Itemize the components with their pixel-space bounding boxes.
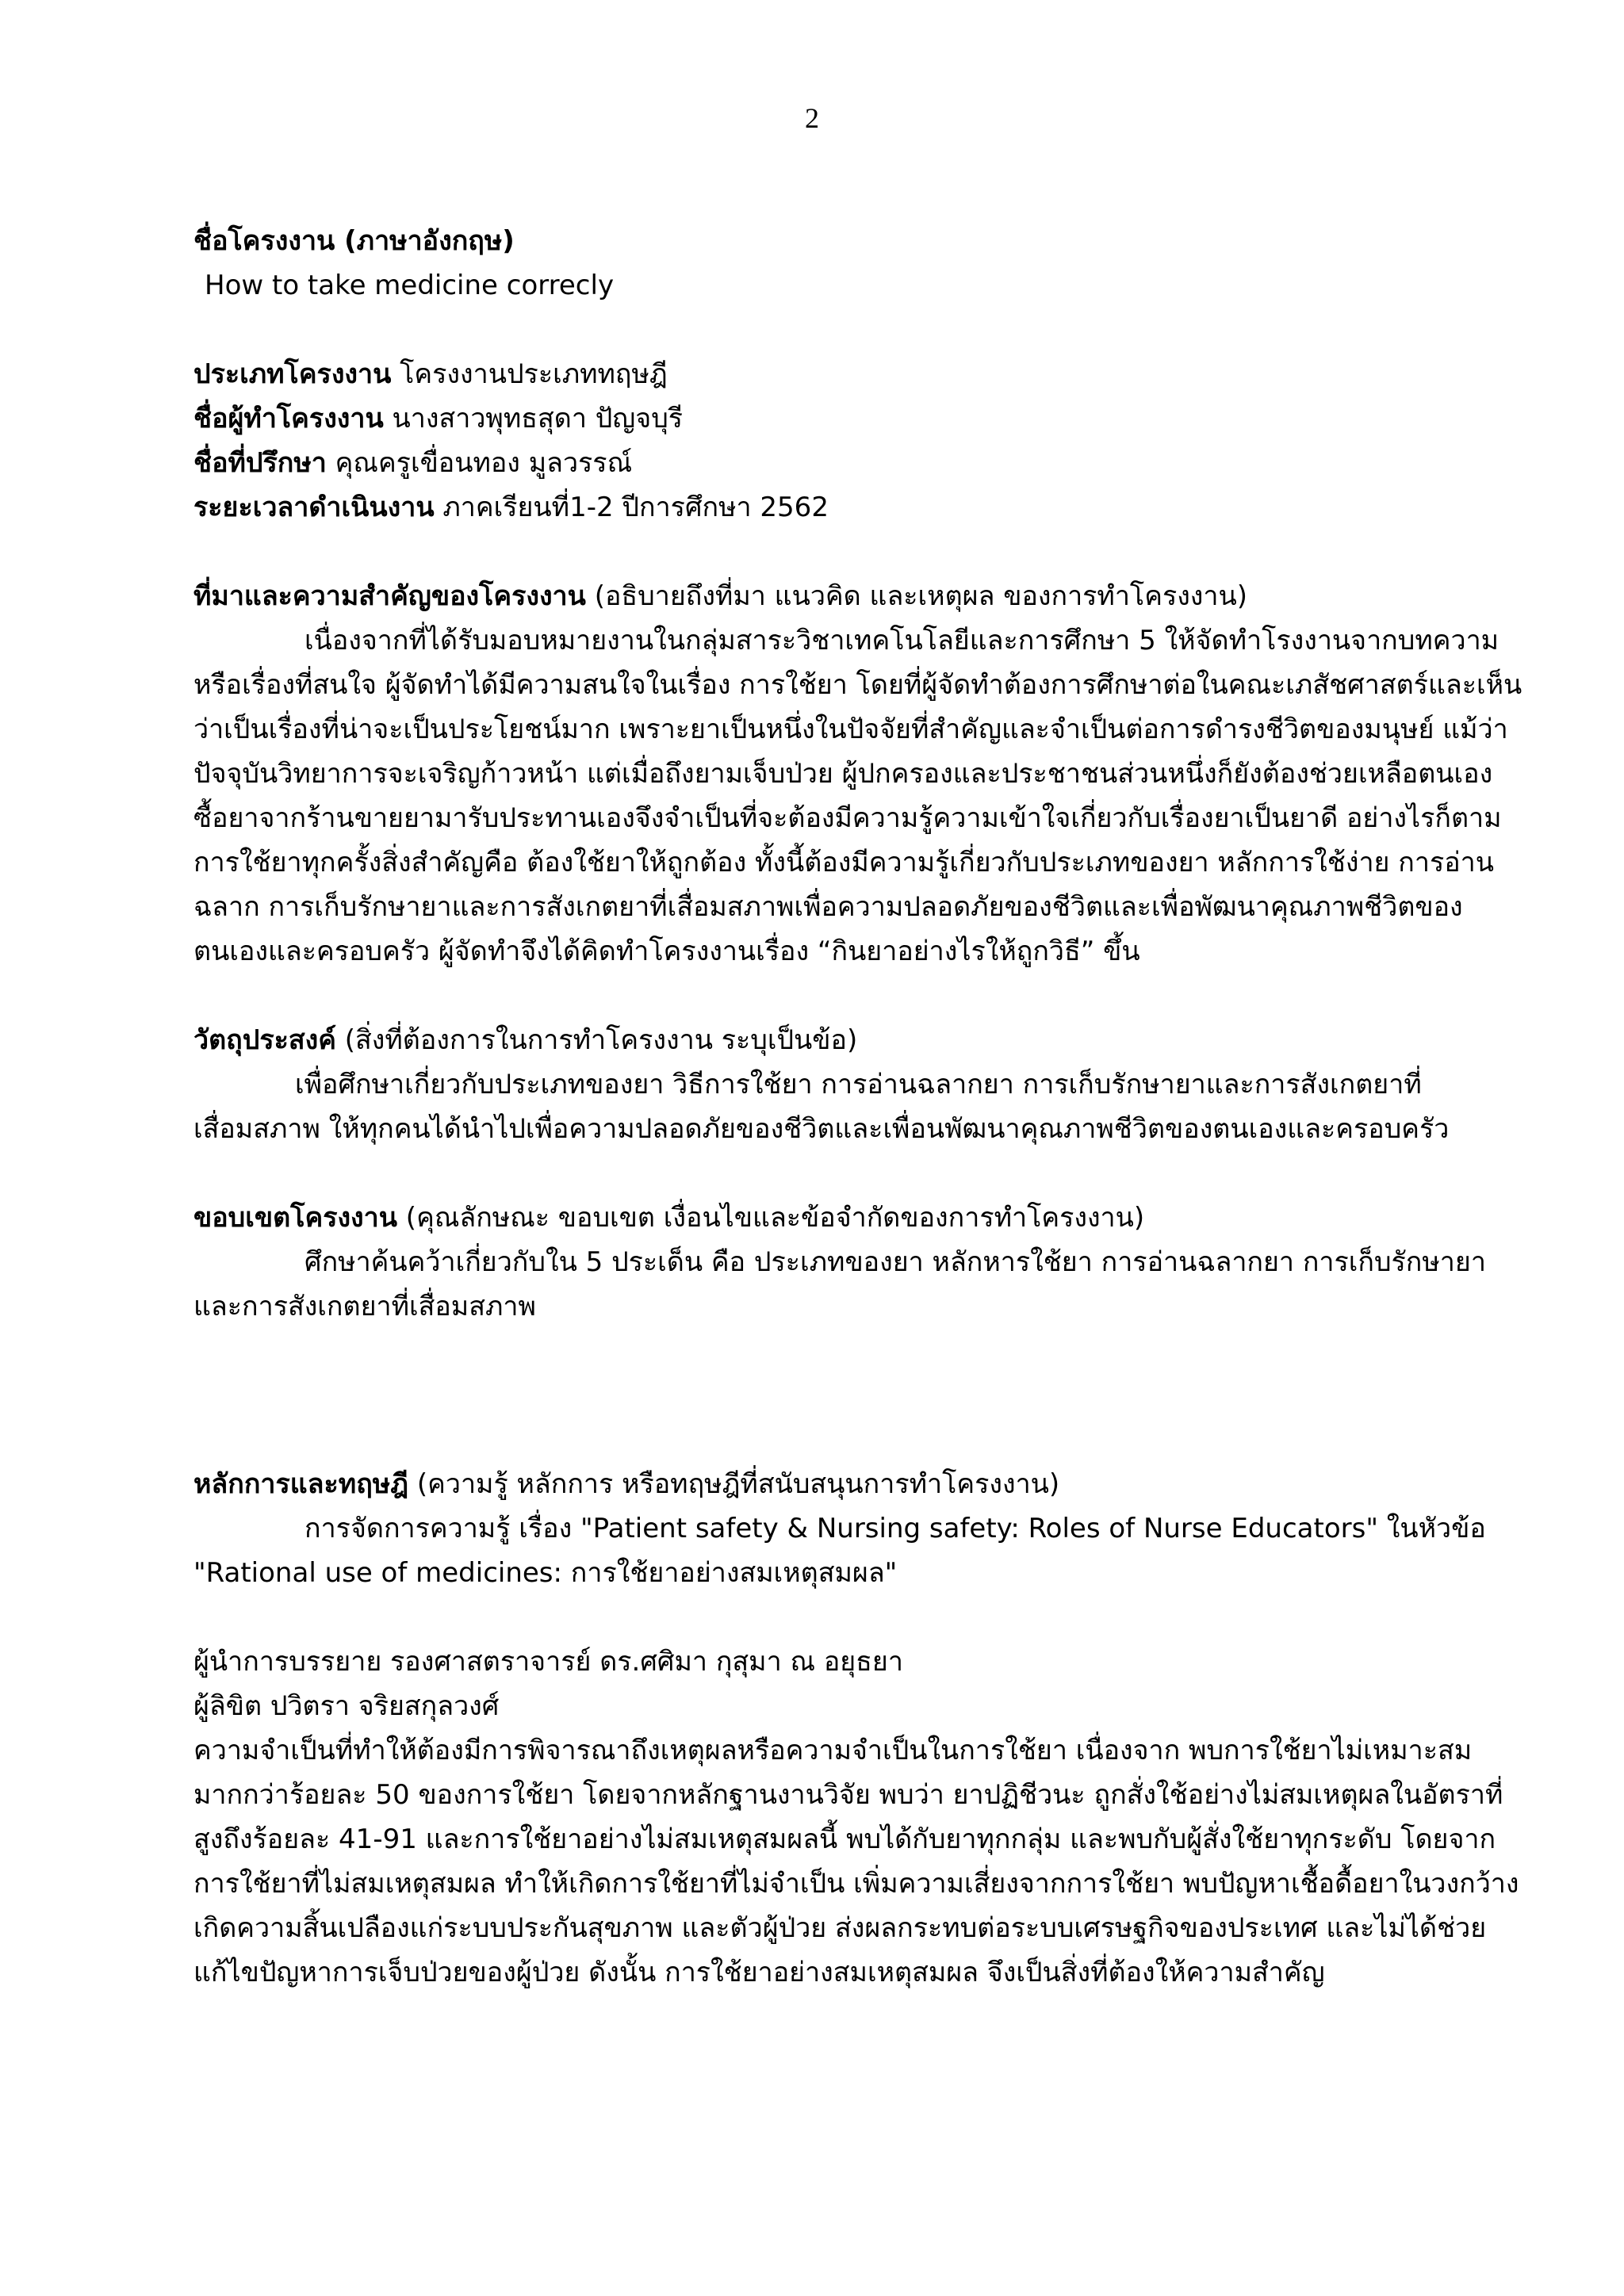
lecture-line: การใช้ยาที่ไม่สมเหตุสมผล ทำให้เกิดการใช้ยาที่ไม่จำเป็น เพิ่มความเสี่ยงจากการใช้ยา พบปัญหาเชื้อดื้อยาในวงกว้าง — [193, 1868, 1519, 1900]
background-heading-note: (อธิบายถึงที่มา แนวคิด และเหตุผล ของการทำโครงงาน) — [585, 580, 1248, 612]
scope-heading: ขอบเขตโครงงาน — [193, 1202, 397, 1234]
background-line: การใช้ยาทุกครั้งสิ่งสำคัญคือ ต้องใช้ยาให้ถูกต้อง ทั้งนี้ต้องมีความรู้เกี่ยวกับประเภทของยา หลักการใช้ง่าย การอ่าน — [193, 847, 1494, 878]
project-type-row — [193, 352, 1502, 396]
duration-row — [193, 485, 1502, 530]
lecture-line: สูงถึงร้อยละ 41-91 และการใช้ยาอย่างไม่สมเหตุสมผลนี้ พบได้กับยาทุกกลุ่ม และพบกับผู้สั่งใช้ยาทุกระดับ โดยจาก — [193, 1823, 1496, 1855]
lecture-line: ผู้ลิขิต ปวิตรา จริยสกุลวงศ์ — [193, 1690, 500, 1722]
title-en-heading: ชื่อโครงงาน (ภาษาอังกฤษ) — [193, 225, 515, 257]
page-number: 2 — [805, 102, 819, 134]
lecture-line: แก้ไขปัญหาการเจ็บป่วยของผู้ป่วย ดังนั้น การใช้ยาอย่างสมเหตุสมผล จึงเป็นสิ่งที่ต้องให้ความสำคัญ — [193, 1957, 1325, 1988]
background-line: ตนเองและครอบครัว ผู้จัดทำจึงได้คิดทำโครงงานเรื่อง “กินยาอย่างไรให้ถูกวิธี” ขึ้น — [193, 936, 1140, 967]
title-en-value: How to take medicine correcly — [205, 270, 615, 301]
background-line: ซื้อยาจากร้านขายยามารับประทานเองจึงจำเป็นที่จะต้องมีความรู้ความเข้าใจเกี่ยวกับเรื่องยาเป็นยาดี อย่างไรก็ตาม — [193, 802, 1502, 834]
objective-heading-row — [193, 1018, 1502, 1062]
background-heading: ที่มาและความสำคัญของโครงงาน — [193, 580, 586, 612]
duration-label: ระยะเวลาดำเนินงาน — [193, 492, 435, 523]
scope-line: ศึกษาค้นคว้าเกี่ยวกับใน 5 ประเด็น คือ ประเภทของยา หลักหารใช้ยา การอ่านฉลากยา การเก็บรักษายา — [304, 1246, 1486, 1278]
background-line: หรือเรื่องที่สนใจ ผู้จัดทำได้มีความสนใจในเรื่อง การใช้ยา โดยที่ผู้จัดทำต้องการศึกษาต่อในคณะเภสัชศาสตร์และเห็น — [193, 669, 1522, 701]
project-type-label: ประเภทโครงงาน — [193, 358, 392, 390]
scope-heading-note: (คุณลักษณะ ขอบเขต เงื่อนไขและข้อจำกัดของการทำโครงงาน) — [397, 1202, 1145, 1234]
background-line: เนื่องจากที่ได้รับมอบหมายงานในกลุ่มสาระวิชาเทคโนโลยีและการศึกษา 5 ให้จัดทำโรงงานจากบทความ — [304, 625, 1500, 656]
objective-heading-note: (สิ่งที่ต้องการในการทำโครงงาน ระบุเป็นข้อ) — [335, 1024, 858, 1056]
background-heading-row — [193, 574, 1502, 618]
lecture-line: ความจำเป็นที่ทำให้ต้องมีการพิจารณาถึงเหตุผลหรือความจำเป็นในการใช้ยา เนื่องจาก พบการใช้ยาไม่เหมาะสม — [193, 1735, 1473, 1766]
scope-line: และการสังเกตยาที่เสื่อมสภาพ — [193, 1291, 536, 1322]
duration-value: ภาคเรียนที่1-2 ปีการศึกษา 2562 — [434, 492, 829, 523]
theory-heading-note: (ความรู้ หลักการ หรือทฤษฎีที่สนับสนุนการทำโครงงาน) — [408, 1468, 1060, 1500]
advisor-label: ชื่อที่ปรึกษา — [193, 447, 327, 479]
author-value: นางสาวพุทธสุดา ปัญจบุรี — [383, 403, 684, 434]
objective-line: เพื่อศึกษาเกี่ยวกับประเภทของยา วิธีการใช้ยา การอ่านฉลากยา การเก็บรักษายาและการสังเกตยาที่ — [295, 1069, 1422, 1100]
scope-heading-row — [193, 1196, 1502, 1240]
theory-line: การจัดการความรู้ เรื่อง "Patient safety & Nursing safety: Roles of Nurse Educators" ในหัวข้อ — [304, 1513, 1486, 1544]
background-line: ฉลาก การเก็บรักษายาและการสังเกตยาที่เสื่อมสภาพเพื่อความปลอดภัยของชีวิตและเพื่อพัฒนาคุณภาพชีวิตของ — [193, 891, 1463, 923]
background-line: ว่าเป็นเรื่องที่น่าจะเป็นประโยชน์มาก เพราะยาเป็นหนึ่งในปัจจัยที่สำคัญและจำเป็นต่อการดำรงชีวิตของมนุษย์ แม้ว่า — [193, 714, 1508, 745]
theory-heading-row — [193, 1462, 1502, 1506]
objective-heading: วัตถุประสงค์ — [193, 1024, 336, 1056]
objective-line: เสื่อมสภาพ ให้ทุกคนได้นำไปเพื่อความปลอดภัยของชีวิตและเพื่อนพัฒนาคุณภาพชีวิตของตนเองและครอบครัว — [193, 1113, 1450, 1145]
project-type-value: โครงงานประเภททฤษฎี — [391, 358, 668, 390]
theory-heading: หลักการและทฤษฎี — [193, 1468, 409, 1500]
document-body — [193, 219, 1522, 1995]
lecture-line: เกิดความสิ้นเปลืองแก่ระบบประกันสุขภาพ และตัวผู้ป่วย ส่งผลกระทบต่อระบบเศรษฐกิจของประเทศ และไม่ได้ช่วย — [193, 1912, 1487, 1944]
advisor-row — [193, 441, 1502, 485]
lecture-line: มากกว่าร้อยละ 50 ของการใช้ยา โดยจากหลักฐานงานวิจัย พบว่า ยาปฏิชีวนะ ถูกสั่งใช้อย่างไม่สมเหตุผลในอัตราที่ — [193, 1779, 1503, 1811]
author-label: ชื่อผู้ทำโครงงาน — [193, 403, 384, 434]
author-row — [193, 396, 1502, 441]
background-line: ปัจจุบันวิทยาการจะเจริญก้าวหน้า แต่เมื่อถึงยามเจ็บป่วย ผู้ปกครองและประชาชนส่วนหนึ่งก็ยังต้องช่วยเหลือตนเอง — [193, 758, 1493, 790]
lecture-line: ผู้นำการบรรยาย รองศาสตราจารย์ ดร.ศศิมา กุสุมา ณ อยุธยา — [193, 1646, 903, 1678]
theory-line: "Rational use of medicines: การใช้ยาอย่างสมเหตุสมผล" — [193, 1557, 898, 1589]
advisor-value: คุณครูเขื่อนทอง มูลวรรณ์ — [326, 447, 633, 479]
